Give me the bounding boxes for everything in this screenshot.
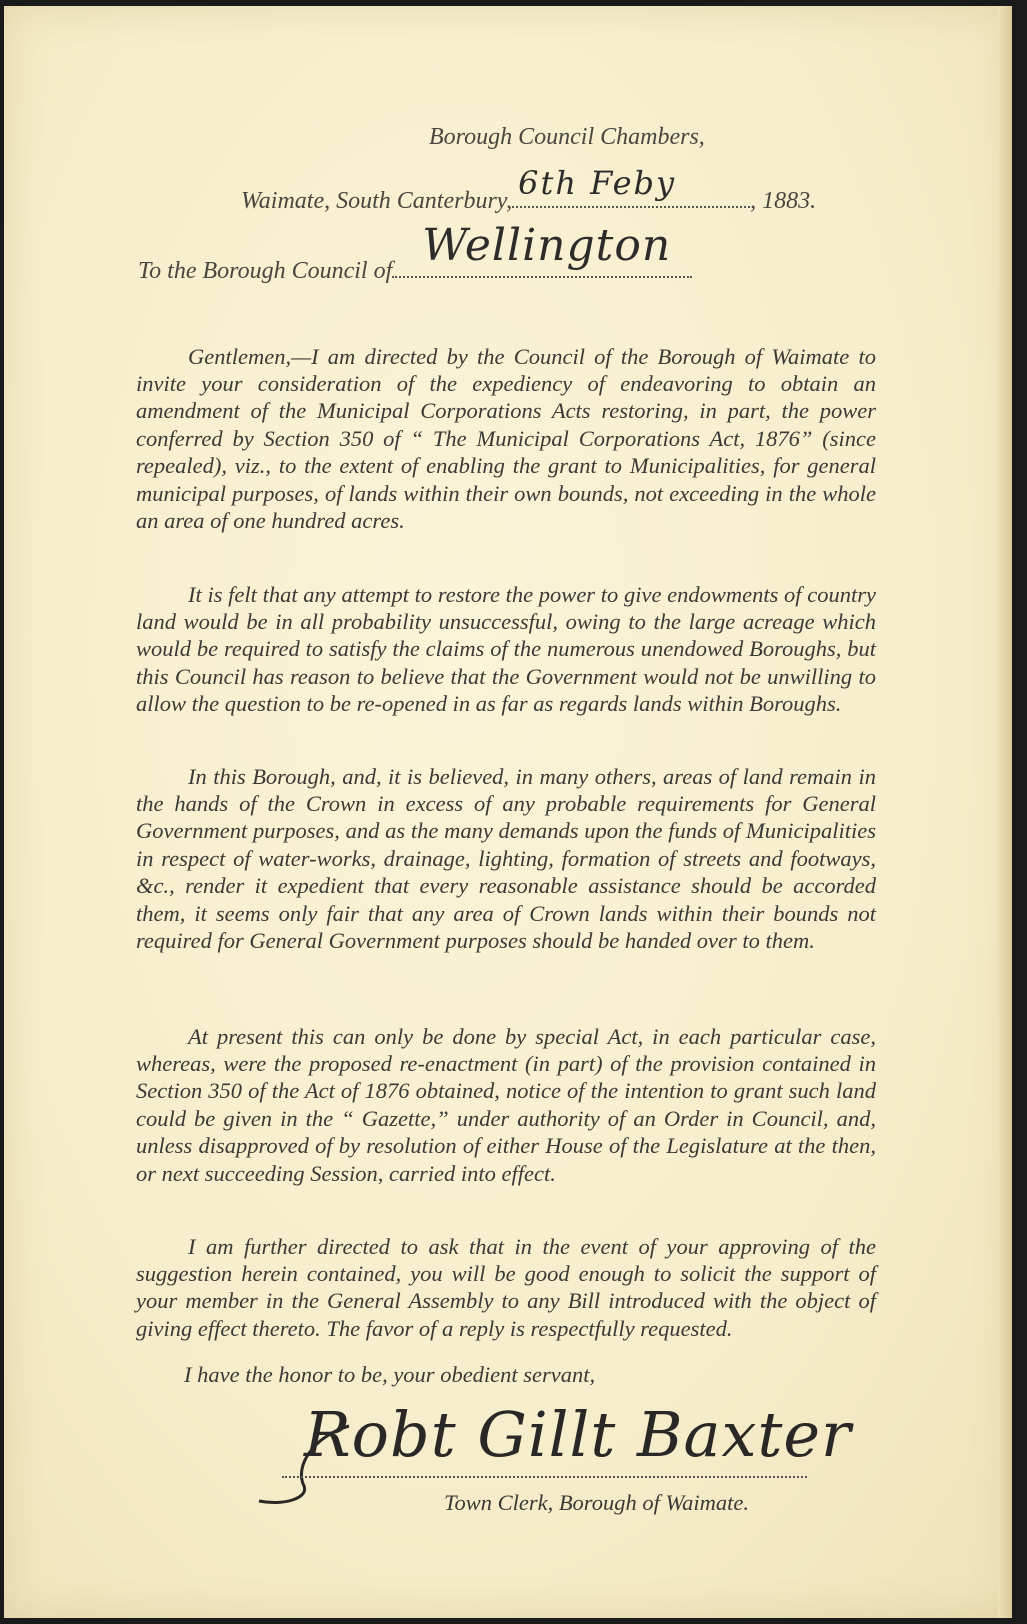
handwritten-date: 6th Feby <box>518 164 677 202</box>
body-paragraph-3: In this Borough, and, it is believed, in many others, areas of land remain in the hands of the Crown in excess of any probable requirements for General Government purposes, and as the many demands upon the funds of Municipalities in respect of water-works, drainage, lighting, formation of streets and footways, &c., render it expedient that every reasonable assistance should be accorded them, it seems only fair that any area of Crown lands within their bounds not required for General Government purposes should be handed over to them. <box>136 763 876 953</box>
body-paragraph-4: At present this can only be done by special Act, in each particular case, whereas, were the proposed re-enactment (in part) of the provision contained in Section 350 of the Act of 1876 obtained, notice of the intention to grant such land could be given in the “ Gazette,” under authority of an Order in Council, and, unless disapproved of by resolution of either House of the Legislature at the then, or next succeeding Session, carried into effect. <box>136 1023 876 1186</box>
addressee-prefix: To the Borough Council of <box>138 258 393 284</box>
addressee-fill-line <box>392 220 692 278</box>
letterhead-place-date <box>241 164 817 215</box>
handwritten-council-name: Wellington <box>422 220 672 271</box>
letter-page <box>4 6 1012 1618</box>
signature-title: Town Clerk, Borough of Waimate. <box>444 1490 750 1515</box>
year-label: , 1883. <box>750 188 817 214</box>
signature-line <box>282 1476 807 1478</box>
body-paragraph-5: I am further directed to ask that in the event of your approving of the suggestion herein contained, you will be good enough to solicit the support of your member in the General Assembly to any Bill introduced with the object of giving effect thereto. The favor of a reply is respectfully requested. <box>136 1233 876 1341</box>
closing-salutation: I have the honor to be, your obedient servant, <box>184 1362 596 1387</box>
letterhead-chambers: Borough Council Chambers, <box>429 124 705 150</box>
place-label: Waimate, South Canterbury, <box>241 188 513 214</box>
body-paragraph-1: Gentlemen,—I am directed by the Council of the Borough of Waimate to invite your consideration of the expediency of endeavoring to obtain an amendment of the Municipal Corporations Acts restoring, in part, the power conferred by Section 350 of “ The Municipal Corporations Act, 1876” (since repealed), viz., to the extent of enabling the grant to Municipalities, for general municipal purposes, of lands within their own bounds, not exceeding in the whole an area of one hundred acres. <box>136 343 876 533</box>
body-paragraph-2: It is felt that any attempt to restore the power to give endowments of country land would be in all probability unsuccessful, owing to the large acreage which would be required to satisfy the claims of the numerous unendowed Boroughs, but this Council has reason to believe that the Government would not be unwilling to allow the question to be re-opened in as far as regards lands within Boroughs. <box>136 581 876 717</box>
handwritten-signature: Robt Gillt Baxter <box>304 1398 852 1471</box>
addressee-line <box>138 220 692 285</box>
page-edge <box>998 6 1012 1618</box>
date-fill-line <box>512 164 750 208</box>
